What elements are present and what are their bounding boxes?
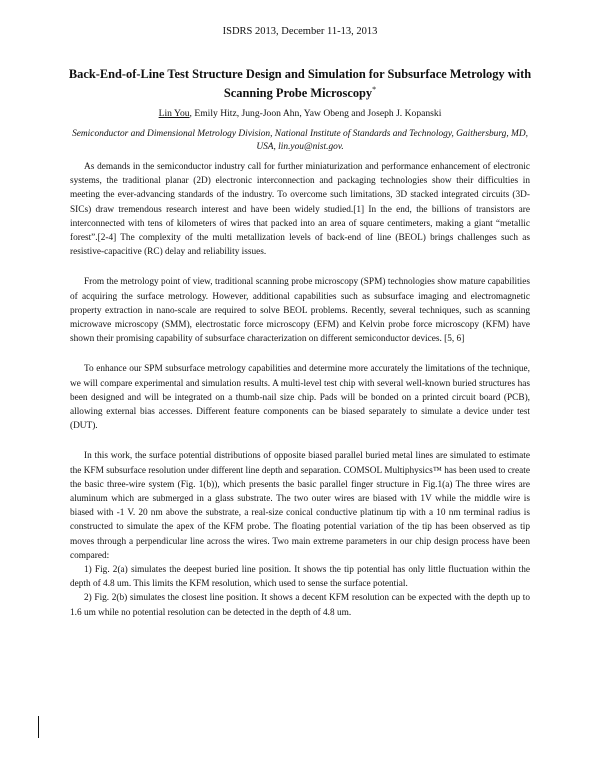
paragraph: In this work, the surface potential distributions of opposite biased parallel buried metal lines are simulated to estimate the KFM subsurface resolution under different line depth and separation. COMSOL Multiphysics™ has been used to create the basic three-wire system (Fig. 1(b)), which presents the basic parallel finger structure in Fig.1(a) The three wires are aluminum which are submerged in a glass substrate. The two outer wires are biased with 1V while the middle wire is biased with -1 V. 20 nm above the substrate, a real-size conical conductive platinum tip with a 10 nm terminal radius is constructed to simulate the apex of the KFM probe. The floating potential variation of the tip has been observed as tip moves through a perpendicular line across the wires. Two main extreme parameters in our chip design process have been compared: (70, 451, 530, 561)
first-author: Lin You (158, 108, 190, 119)
paragraph: From the metrology point of view, traditional scanning probe microscopy (SPM) technologies show mature capabilities of acquiring the surface metrology. However, additional capabilities such as subsurface imaging and electromagnetic property extraction in nano-scale are required to solve BEOL problems. Recently, several techniques, such as scanning microwave microscopy (SMM), electrostatic force microscopy (EFM) and Kelvin probe force microscopy (KFM) have shown their promising capability of subsurface characterization on different semiconductor devices. [5, 6] (70, 277, 530, 345)
title-text: Back-End-of-Line Test Structure Design and Simulation for Subsurface Metrology with Scanning Probe Microscopy (68, 67, 532, 101)
text-cursor (38, 716, 39, 738)
title-footnote-marker: * (372, 85, 377, 94)
paragraph: To enhance our SPM subsurface metrology capabilities and determine more accurately the limitations of the technique, we will compare experimental and simulation results. A multi-level test chip with several well-known buried structures has been designed and will be integrated on a thumb-nail size chip. Pads will be bonded on a printed circuit board (PCB), allowing external bias accesses. Different feature components can be biased separately to simulate a device under test (DUT). (70, 364, 530, 432)
paper-title (60, 66, 540, 101)
abstract-body (70, 160, 530, 620)
other-authors: , Emily Hitz, Jung-Joon Ahn, Yaw Obeng and Joseph J. Kopanski (189, 108, 442, 119)
author-list (0, 108, 600, 119)
paragraph: 2) Fig. 2(b) simulates the closest line position. It shows a decent KFM resolution can be expected with the depth up to 1.6 um while no potential resolution can be detected in the depth of 4.8 um. (70, 593, 530, 618)
affiliation: Semiconductor and Dimensional Metrology Division, National Institute of Standards and Technology, Gaithersburg, MD, USA, lin.you@nist.gov. (72, 129, 528, 152)
conference-header: ISDRS 2013, December 11-13, 2013 (222, 26, 378, 37)
paragraph: As demands in the semiconductor industry call for further miniaturization and performance enhancement of electronic systems, the traditional planar (2D) electronic interconnection and packaging technologies show their difficulties in meeting the ever-advancing standards of the industry. To overcome such limitations, 3D stacked integrated circuits (3D-SICs) draw tremendous research interest and have been widely studied.[1] In the end, the billions of transistors are interconnected with tens of kilometers of wires that packed into an area of square centimeters, making a giant “metallic forest”.[2-4] The complexity of the multi metallization levels of back-end of line (BEOL) brings challenges such as resistive-capacitive (RC) delay and reliability issues. (70, 162, 530, 258)
paragraph: 1) Fig. 2(a) simulates the deepest buried line position. It shows the tip potential has only little fluctuation within the depth of 4.8 um. This limits the KFM resolution, which used to sense the surface potential. (70, 565, 530, 590)
